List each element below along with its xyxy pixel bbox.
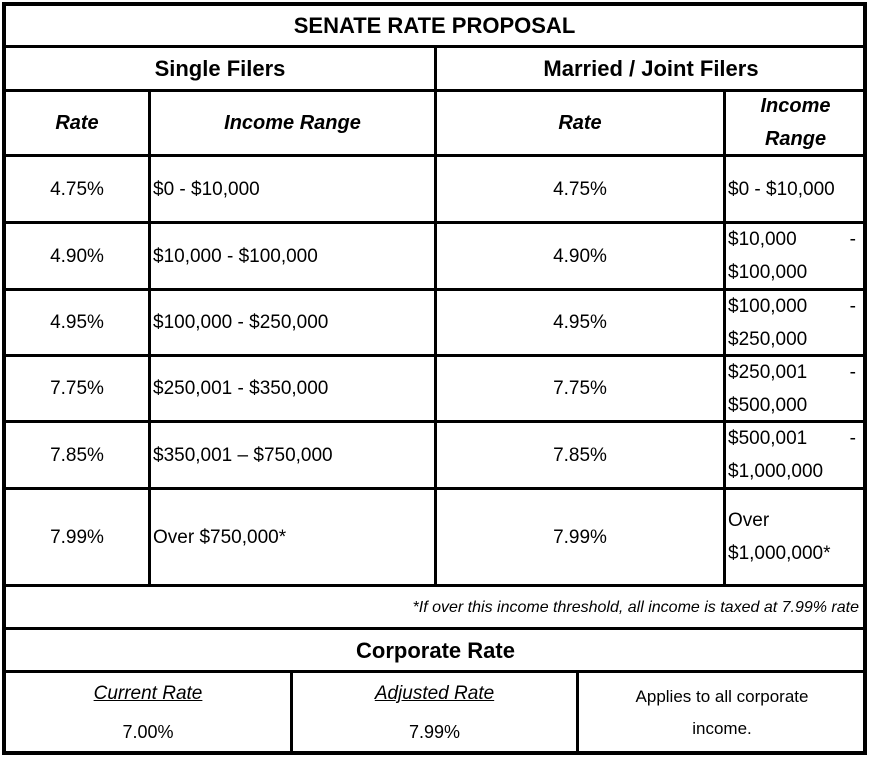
corporate-heading: Corporate Rate — [356, 637, 515, 663]
joint-range-line1: $500,001 — [728, 428, 808, 449]
joint-range-line1: $10,000 — [728, 229, 797, 250]
joint-range-line1: $250,001 — [728, 361, 808, 383]
joint-rate-cell: 7.85% — [553, 444, 607, 466]
joint-range-line1-wrap — [728, 223, 856, 256]
adjusted-rate-value: 7.99% — [408, 722, 461, 742]
joint-range-line1: Over — [728, 510, 770, 531]
single-rate-cell: 4.95% — [50, 312, 104, 333]
joint-rate-cell: 4.90% — [553, 245, 607, 267]
joint-range-line2: $250,000 — [728, 328, 808, 350]
joint-range-line2: $500,000 — [728, 394, 808, 416]
single-rate-cell: 7.99% — [50, 526, 104, 548]
joint-range-cell — [726, 291, 865, 354]
single-range-cell: $0 - $10,000 — [153, 178, 260, 200]
applies-cell — [579, 673, 865, 753]
dash: - — [849, 229, 856, 250]
adjusted-rate-label: Adjusted Rate — [374, 683, 495, 704]
joint-range-line1: $100,000 — [728, 295, 808, 317]
current-rate-cell — [6, 673, 290, 753]
joint-range-line2: $100,000 — [728, 262, 808, 283]
single-income-header: Income Range — [224, 111, 361, 134]
dash: - — [849, 361, 856, 383]
joint-rate-cell: 7.75% — [553, 378, 607, 399]
single-rate-cell: 4.75% — [50, 178, 104, 200]
married-filers-header: Married / Joint Filers — [543, 56, 759, 81]
joint-income-header-line2: Range — [764, 128, 827, 150]
joint-rate-cell: 4.75% — [553, 178, 607, 200]
joint-range-line1-wrap — [728, 356, 856, 389]
table-title: SENATE RATE PROPOSAL — [293, 13, 576, 38]
joint-income-header-line1: Income — [760, 95, 831, 117]
single-range-cell: Over $750,000* — [153, 526, 287, 548]
joint-range-line2: $1,000,000 — [728, 461, 824, 482]
joint-rate-header: Rate — [558, 111, 602, 134]
single-range-cell: $350,001 – $750,000 — [153, 444, 333, 466]
joint-range-line1-wrap — [728, 290, 856, 323]
current-rate-label: Current Rate — [93, 683, 203, 704]
single-rate-cell: 4.90% — [50, 245, 104, 267]
applies-line2: income. — [692, 719, 752, 738]
joint-range-line2: $1,000,000* — [728, 543, 831, 564]
joint-range-cell — [726, 490, 865, 584]
joint-range-line1-wrap — [728, 422, 856, 455]
single-rate-cell: 7.75% — [50, 378, 104, 399]
single-rate-cell: 7.85% — [50, 444, 104, 466]
single-range-cell: $100,000 - $250,000 — [153, 312, 329, 333]
adjusted-rate-cell — [293, 673, 576, 753]
joint-rate-cell: 7.99% — [553, 526, 607, 548]
single-range-cell: $250,001 - $350,000 — [153, 378, 329, 399]
joint-range-cell: $0 - $10,000 — [728, 178, 835, 200]
single-filers-header: Single Filers — [154, 56, 286, 81]
joint-range-cell — [726, 423, 865, 487]
single-range-cell: $10,000 - $100,000 — [153, 245, 318, 267]
joint-income-header — [726, 92, 865, 154]
single-rate-header: Rate — [55, 111, 99, 134]
joint-range-cell — [726, 357, 865, 420]
dash: - — [849, 295, 856, 317]
joint-rate-cell: 4.95% — [553, 312, 607, 333]
dash: - — [849, 428, 856, 449]
applies-line1: Applies to all corporate — [635, 687, 809, 706]
joint-range-cell — [726, 224, 865, 288]
footnote: *If over this income threshold, all income is taxed at 7.99% rate — [412, 598, 859, 616]
current-rate-value: 7.00% — [122, 722, 174, 742]
